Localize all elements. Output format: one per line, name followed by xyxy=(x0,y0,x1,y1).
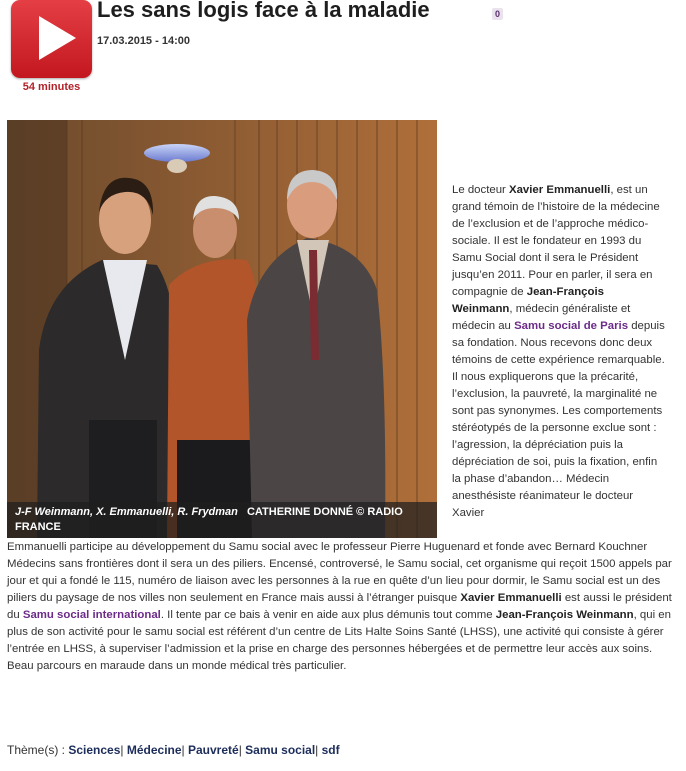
themes-label: Thème(s) : xyxy=(7,743,69,757)
photo-caption xyxy=(7,502,437,538)
themes-bar: Thème(s) : Sciences| Médecine| Pauvreté| Samu social| sdf xyxy=(7,743,340,757)
caption-names: J-F Weinmann, X. Emmanuelli, R. Frydman xyxy=(15,506,238,518)
article-photo xyxy=(7,120,437,538)
theme-link-pauvrete[interactable]: Pauvreté xyxy=(187,743,239,757)
comment-count-badge[interactable]: 0 xyxy=(492,8,503,20)
theme-link-sciences[interactable]: Sciences xyxy=(68,743,121,757)
theme-link-sdf[interactable]: sdf xyxy=(321,743,340,757)
samu-social-paris-link[interactable]: Samu social de Paris xyxy=(514,320,629,332)
samu-social-international-link[interactable]: Samu social international xyxy=(22,609,161,621)
episode-duration: 54 minutes xyxy=(22,81,81,93)
person-name: Jean-François Weinmann xyxy=(452,286,604,315)
theme-link-samu-social[interactable]: Samu social xyxy=(245,743,316,757)
caption-credit: CATHERINE DONNÉ © RADIO FRANCE xyxy=(15,506,403,533)
person-name: Jean-François Weinmann xyxy=(495,609,634,621)
theme-link-medecine[interactable]: Médecine xyxy=(126,743,182,757)
photo-illustration xyxy=(7,120,437,538)
person-name: Xavier Emmanuelli xyxy=(509,184,611,196)
publish-date: 17.03.2015 - 14:00 xyxy=(97,35,190,47)
article-paragraph-1: Le docteur Xavier Emmanuelli, est un grand témoin de l’histoire de la médecine de l’exclusion et de l’approche médico-sociale. Il est le fondateur en 1993 du Samu Social dont il sera le Président jusqu’en 2011. Pour en parler, il sera en compagnie de Jean-François Weinmann, médecin généraliste et médecin au Samu social de Paris depuis sa fondation. Nous recevons donc deux témoins de cette expérience remarquable. Il nous expliquerons que la précarité, l’exclusion, la pauvreté, la marginalité ne sont pas synonymes. Les comportements stéréotypés de la personne exclue sont : l’agression, la dépréciation puis la dépréciation de soi, puis la fixation, enfin la phase d’abandon… Médecin anesthésiste réanimateur le docteur Xavier xyxy=(452,184,665,519)
cropped-content-hint xyxy=(312,766,362,771)
play-icon xyxy=(11,0,92,78)
article-paragraph-2: Emmanuelli participe au développement du Samu social avec le professeur Pierre Huguenard et fonde avec Bernard Kouchner Médecins sans frontières dont il sera un des piliers. Encensé, controversé, le Samu social, cet organisme qui reçoit 1500 appels par jour et qui a fondé le 115, numéro de liaison avec les personnes à la rue en quête d’un lieu pour dormir, le Samu social est un des piliers du paysage de nos villes non seulement en France mais aussi à l’étranger puisque Xavier Emmanuelli est aussi le président du Samu social international. Il tente par ce bais à venir en aide aux plus démunis tout comme Jean-François Weinmann, qui en plus de son activité pour le samu social est référent d’un centre de Lits Halte Soins Santé (LHSS), une activité qui consiste à gérer l’entrée en LHSS, à superviser l’admission et la prise en charge des personnes hébergées et de permettre leur accès aux soins. Beau parcours en maraude dans un monde médical très particulier. xyxy=(7,541,672,672)
article-body-full xyxy=(7,539,675,675)
person-name: Xavier Emmanuelli xyxy=(460,592,562,604)
article-body-column xyxy=(452,182,666,522)
play-button[interactable] xyxy=(11,0,92,78)
page-title: Les sans logis face à la maladie xyxy=(97,0,430,22)
